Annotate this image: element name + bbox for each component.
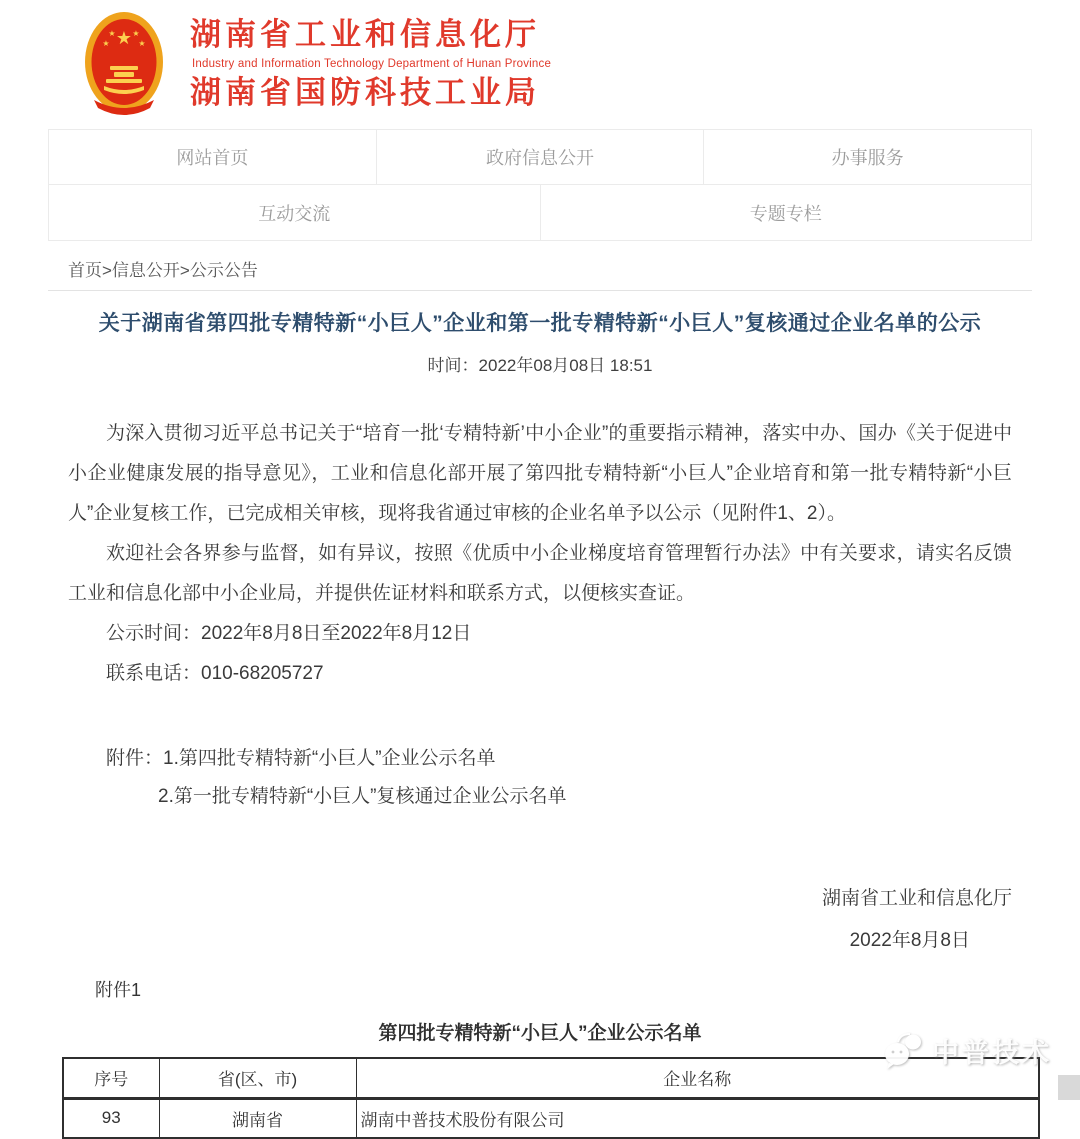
cell-province: 湖南省 (159, 1098, 356, 1138)
contact-phone: 联系电话：010-68205727 (106, 663, 324, 684)
attachments-label: 附件： (106, 748, 164, 769)
org-names (190, 17, 551, 111)
col-header-province: 省(区、市) (159, 1058, 356, 1098)
svg-text:★: ★ (138, 38, 146, 48)
svg-text:★: ★ (108, 28, 116, 38)
publicity-period: 公示时间：2022年8月8日至2022年8月12日 (106, 623, 472, 644)
org-name-cn-2: 湖南省国防科技工业局 (190, 74, 540, 110)
svg-text:★: ★ (115, 27, 133, 48)
org-name-en: Industry and Information Technology Department of Hunan Province (192, 57, 552, 70)
article-title: 关于湖南省第四批专精特新“小巨人”企业和第一批专精特新“小巨人”复核通过企业名单的公示 (98, 312, 982, 335)
annex-table-title: 第四批专精特新“小巨人”企业公示名单 (378, 1023, 702, 1044)
attachments-list (68, 740, 1012, 816)
publish-time: 时间：2022年08月08日 18:51 (427, 356, 653, 375)
nav-item-gov-info[interactable]: 政府信息公开 (377, 130, 705, 184)
col-header-company: 企业名称 (356, 1058, 1039, 1098)
nav-item-special-topics[interactable]: 专题专栏 (749, 203, 822, 224)
signature-date: 2022年8月8日 (849, 930, 970, 951)
separator-line (48, 290, 1032, 291)
corner-box (1058, 1075, 1080, 1100)
nav-row-1 (49, 130, 1031, 185)
signature-org: 湖南省工业和信息化厅 (821, 888, 1012, 909)
watermark-text: 中普技术 (932, 1037, 1052, 1068)
attachment-item-1 (68, 740, 1012, 778)
cell-seq: 93 (63, 1098, 159, 1138)
attachment-item-2: 2.第一批专精特新“小巨人”复核通过企业公示名单 (158, 786, 567, 807)
org-name-cn-1: 湖南省工业和信息化厅 (190, 16, 540, 52)
national-emblem-icon (84, 12, 164, 116)
table-header-row (63, 1058, 1039, 1098)
paragraph-1: 为深入贯彻习近平总书记关于“培育一批‘专精特新’中小企业”的重要指示精神，落实中办、国办《关于促进中小企业健康发展的指导意见》，工业和信息化部开展了第四批专精特新“小巨人”企业培育和第一批专精特新“小巨人”企业复核工作，已完成相关审核，现将我省通过审核的企业名单予以公示（见附件1、2）。 (68, 423, 1012, 524)
site-header (0, 0, 1080, 125)
table-row (63, 1098, 1039, 1138)
svg-text:★: ★ (102, 38, 110, 48)
attachment-1-text: 1.第四批专精特新“小巨人”企业公示名单 (163, 748, 496, 769)
nav-row-2 (49, 185, 1031, 240)
signature-block (68, 882, 1012, 958)
annex-table (62, 1057, 1040, 1139)
svg-text:★: ★ (132, 28, 140, 38)
col-header-seq: 序号 (63, 1058, 159, 1098)
nav-item-interaction[interactable]: 互动交流 (49, 185, 541, 240)
breadcrumb[interactable]: 首页>信息公开>公示公告 (68, 261, 258, 280)
nav-item-services[interactable]: 办事服务 (831, 148, 904, 168)
paragraph-2: 欢迎社会各界参与监督，如有异议，按照《优质中小企业梯度培育管理暂行办法》中有关要求，请实名反馈工业和信息化部中小企业局，并提供佐证材料和联系方式，以便核实查证。 (68, 543, 1012, 604)
cell-company: 湖南中普技术股份有限公司 (356, 1098, 1039, 1138)
main-nav (48, 129, 1032, 241)
annex-label: 附件1 (95, 980, 142, 1000)
article-body (68, 414, 1012, 958)
nav-item-home[interactable]: 网站首页 (49, 130, 377, 184)
